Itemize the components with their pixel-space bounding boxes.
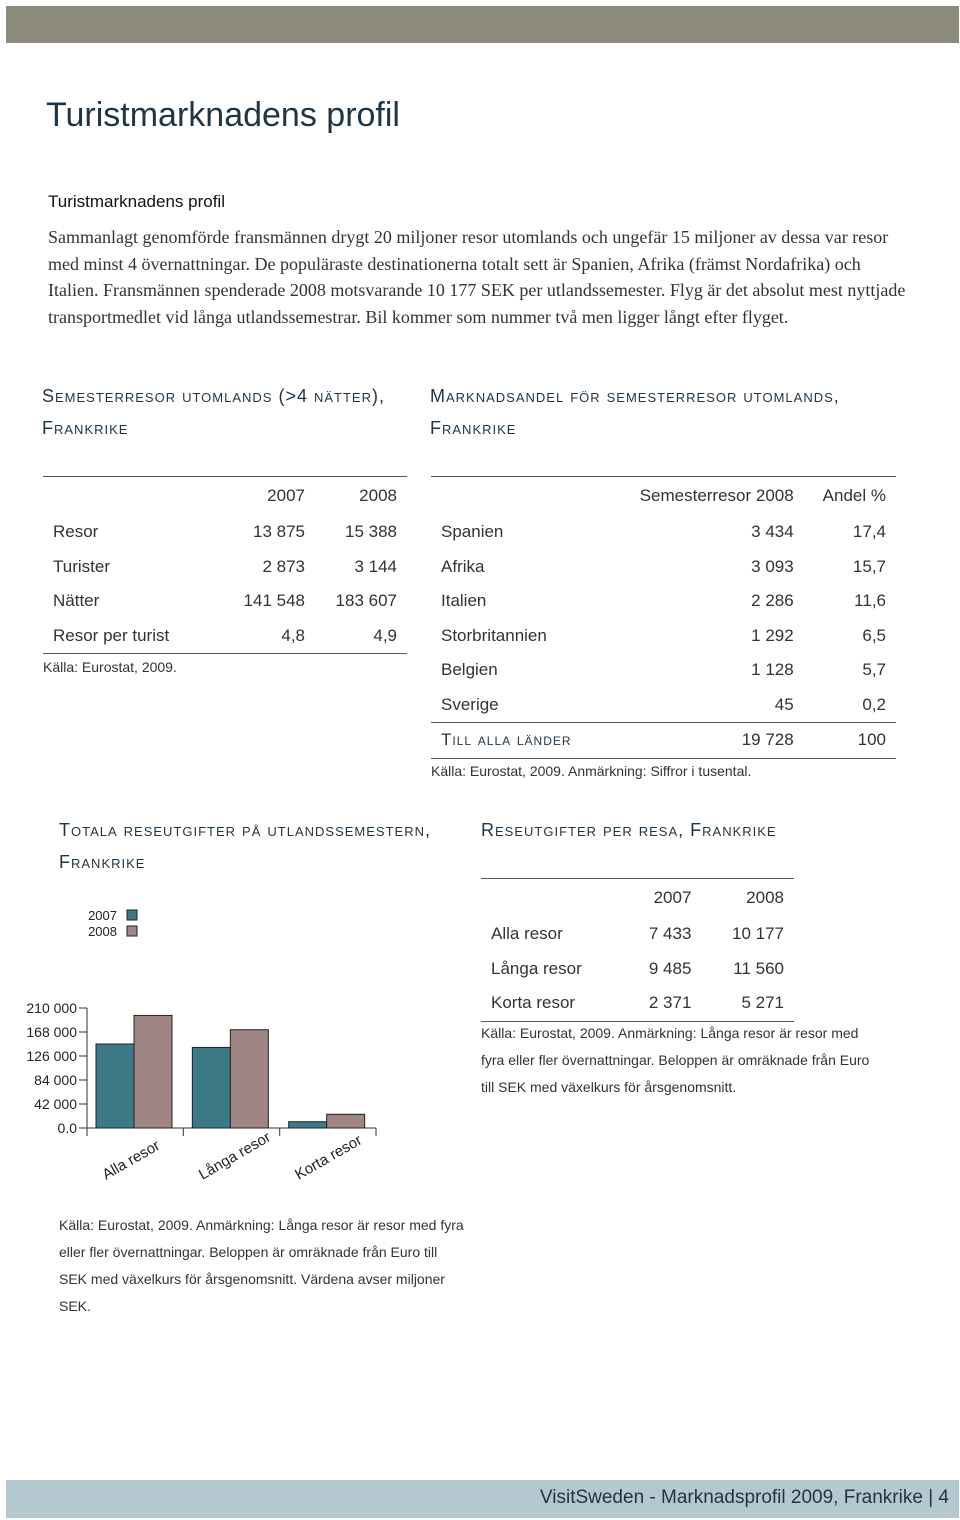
footer-text [540,1487,949,1509]
row-label: Resor per turist [53,625,170,645]
page-title: Turistmarknadens profil [46,96,400,134]
page-number: 4 [938,1487,949,1508]
x-tick-label: Korta resor [292,1131,365,1184]
country-label: Belgien [441,660,498,680]
country-label: Storbritannien [441,625,547,645]
table-header-row [43,477,407,516]
expenditure-bar-chart [0,880,430,1200]
table-row [431,515,896,550]
y-tick-label: 168 000 [26,1024,77,1040]
table-row [431,653,896,688]
y-tick-label: 210 000 [26,1000,77,1016]
value-2008: 11 560 [733,958,784,978]
chart-source: Källa: Eurostat, 2009. Anmärkning: Långa resor är resor med fyra eller fler övernattningar. Beloppen är omräknade från Euro till SEK med växelkurs för årsgenomsnitt. Värdena avser miljoner SEK. [59,1217,464,1314]
value-2007: 2 371 [648,993,692,1013]
legend-label-2008: 2008 [88,924,117,939]
country-label: Sverige [441,694,499,714]
bar-långa-resor-2007 [192,1047,230,1128]
y-tick-label: 84 000 [34,1072,77,1088]
total-trips: 19 728 [611,723,804,759]
trips-value: 3 434 [751,522,794,542]
value-2007: 2 873 [262,556,305,576]
trips-value: 45 [774,694,794,714]
bar-korta-resor-2007 [289,1122,327,1128]
table-row [431,550,896,585]
table3 [481,878,794,1022]
share-value: 0,2 [862,694,886,714]
table1-header-2007: 2007 [267,486,305,505]
legend-swatch-2008 [127,926,137,936]
total-row [431,723,896,759]
table-row [481,986,794,1021]
table3-header-label [481,879,621,918]
bar-alla-resor-2007 [96,1044,134,1128]
bar-korta-resor-2008 [327,1114,365,1128]
row-label: Långa resor [491,958,582,978]
value-2008: 10 177 [732,924,784,944]
share-value: 5,7 [862,660,886,680]
table1-header-label [43,477,223,516]
value-2007: 9 485 [648,958,692,978]
value-2008: 3 144 [354,556,397,576]
x-tick-label: Alla resor [99,1137,163,1184]
share-value: 15,7 [852,556,886,576]
table-row [481,952,794,987]
trips-value: 1 128 [751,660,794,680]
total-share: 100 [804,723,896,759]
y-tick-label: 42 000 [34,1096,77,1112]
table2 [431,476,896,759]
row-label: Alla resor [491,924,563,944]
trips-value: 1 292 [751,625,794,645]
y-tick-label: 0.0 [57,1120,77,1136]
country-label: Afrika [441,556,485,576]
row-label: Korta resor [491,993,576,1013]
table2-header-share: Andel % [822,486,886,505]
table-row [481,917,794,952]
chart-title: Totala reseutgifter på utlandssemestern, Frankrike [59,820,431,872]
table2-title: Marknadsandel för semesterresor utomlands, Frankrike [430,386,840,438]
value-2008: 15 388 [345,522,397,542]
table2-source: Källa: Eurostat, 2009. Anmärkning: Siffror i tusental. [431,763,752,779]
intro-paragraph: Sammanlagt genomförde fransmännen drygt 20 miljoner resor utomlands och ungefär 15 miljoner av dessa var resor med minst 4 övernattningar. De populäraste destinationerna totalt sett är Spanien, Afrika (främst Nordafrika) och Italien. Fransmännen spenderade 2008 motsvarande 10 177 SEK per utlandssemester. Flyg är det absolut mest nyttjade transportmedlet vid långa utlandssemestrar. Bil kommer som nummer två men ligger långt efter flyget. [48,227,906,327]
table2-header-label [431,477,611,516]
value-2007: 13 875 [253,522,305,542]
table3-title: Reseutgifter per resa, Frankrike [481,820,777,840]
trips-value: 3 093 [751,556,794,576]
table-row [43,550,407,585]
table-row [43,515,407,550]
legend-swatch-2007 [127,910,137,920]
country-label: Italien [441,591,487,611]
table-header-row [431,477,896,516]
total-label: Till alla länder [431,723,611,759]
value-2008: 5 271 [741,993,784,1013]
row-label: Turister [53,556,110,576]
footer-bar [6,1480,959,1518]
table-row [431,584,896,619]
table-row [431,688,896,723]
share-value: 17,4 [852,522,886,542]
table1 [43,476,407,654]
value-2008: 4,9 [373,625,397,645]
table3-source: Källa: Eurostat, 2009. Anmärkning: Långa resor är resor med fyra eller fler övernattningar. Beloppen är omräknade från Euro till SEK med växelkurs för årsgenomsnitt. [481,1025,870,1095]
table-row [43,584,407,619]
table3-header-2008: 2008 [746,888,784,907]
legend-label-2007: 2007 [88,908,117,923]
value-2007: 141 548 [243,591,305,611]
table1-title: Semesterresor utomlands (>4 nätter), Frankrike [42,386,385,438]
table-header-row [481,879,794,918]
footer-title: VisitSweden - Marknadsprofil 2009, Frankrike [539,1487,923,1508]
bar-alla-resor-2008 [134,1015,172,1128]
top-banner [6,6,959,43]
table2-header-trips: Semesterresor 2008 [639,486,794,505]
section-heading: Turistmarknadens profil [48,192,225,211]
table1-source: Källa: Eurostat, 2009. [43,659,177,675]
value-2007: 7 433 [648,924,692,944]
bar-långa-resor-2008 [230,1030,268,1128]
share-value: 11,6 [854,591,886,611]
table-row [431,619,896,654]
share-value: 6,5 [862,625,886,645]
footer-separator: | [928,1487,939,1508]
y-tick-label: 126 000 [26,1048,77,1064]
table3-header-2007: 2007 [653,888,692,907]
value-2008: 183 607 [335,591,397,611]
value-2007: 4,8 [281,625,305,645]
country-label: Spanien [441,522,504,542]
trips-value: 2 286 [751,591,794,611]
row-label: Nätter [53,591,100,611]
row-label: Resor [53,522,99,542]
x-tick-label: Långa resor [195,1128,274,1184]
table1-header-2008: 2008 [359,486,397,505]
table-row [43,619,407,654]
